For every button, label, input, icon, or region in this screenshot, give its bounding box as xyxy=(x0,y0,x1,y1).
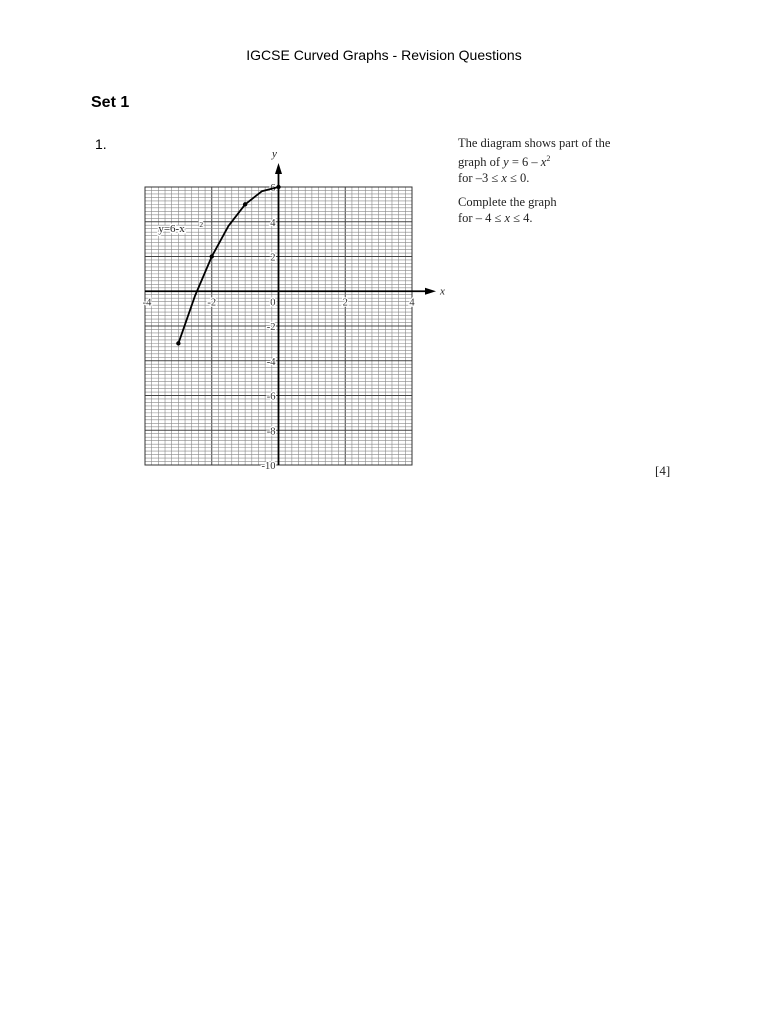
curve-label-exponent: 2 xyxy=(199,220,204,230)
y-tick-label: -4 xyxy=(266,356,276,368)
x-tick-label: 2 xyxy=(342,297,348,309)
question-paragraph-2: Complete the graph for – 4 ≤ x ≤ 4. xyxy=(458,195,557,226)
y-tick-label: -8 xyxy=(266,426,276,438)
y-tick-label: 2 xyxy=(270,252,276,264)
x-tick-label: 4 xyxy=(409,297,415,309)
page-header: IGCSE Curved Graphs - Revision Questions xyxy=(246,47,522,63)
y-tick-label: -2 xyxy=(266,322,276,333)
y-tick-label: 6 xyxy=(270,183,276,194)
plotted-point xyxy=(176,341,180,345)
x-tick-label: -4 xyxy=(142,297,152,309)
quadratic-graph xyxy=(130,140,450,480)
x-tick-label: -2 xyxy=(207,297,217,309)
y-axis-label: y xyxy=(272,148,277,160)
question-paragraph-1: The diagram shows part of the graph of $y = 6 - x^2$ for –3 ≤ x ≤ 0. xyxy=(458,136,611,186)
question-number: 1. xyxy=(95,136,107,152)
curve-label: y=6-x xyxy=(158,223,185,236)
x-tick-label: 0 xyxy=(270,297,276,309)
set-title: Set 1 xyxy=(91,94,130,111)
question-text xyxy=(458,135,698,234)
x-axis-arrow-icon xyxy=(425,288,436,295)
x-axis-label: x xyxy=(440,285,445,298)
plotted-point xyxy=(276,185,280,189)
y-tick-label: -6 xyxy=(266,391,276,403)
plotted-point xyxy=(243,202,247,206)
y-tick-label: 4 xyxy=(270,217,276,229)
curve-layer xyxy=(158,185,280,346)
graph-axes xyxy=(142,148,445,465)
marks-label: [4] xyxy=(655,463,671,478)
y-axis-arrow-icon xyxy=(275,163,282,174)
curve-line xyxy=(178,187,278,343)
plotted-point xyxy=(210,254,214,258)
y-tick-label: -10 xyxy=(261,461,276,472)
